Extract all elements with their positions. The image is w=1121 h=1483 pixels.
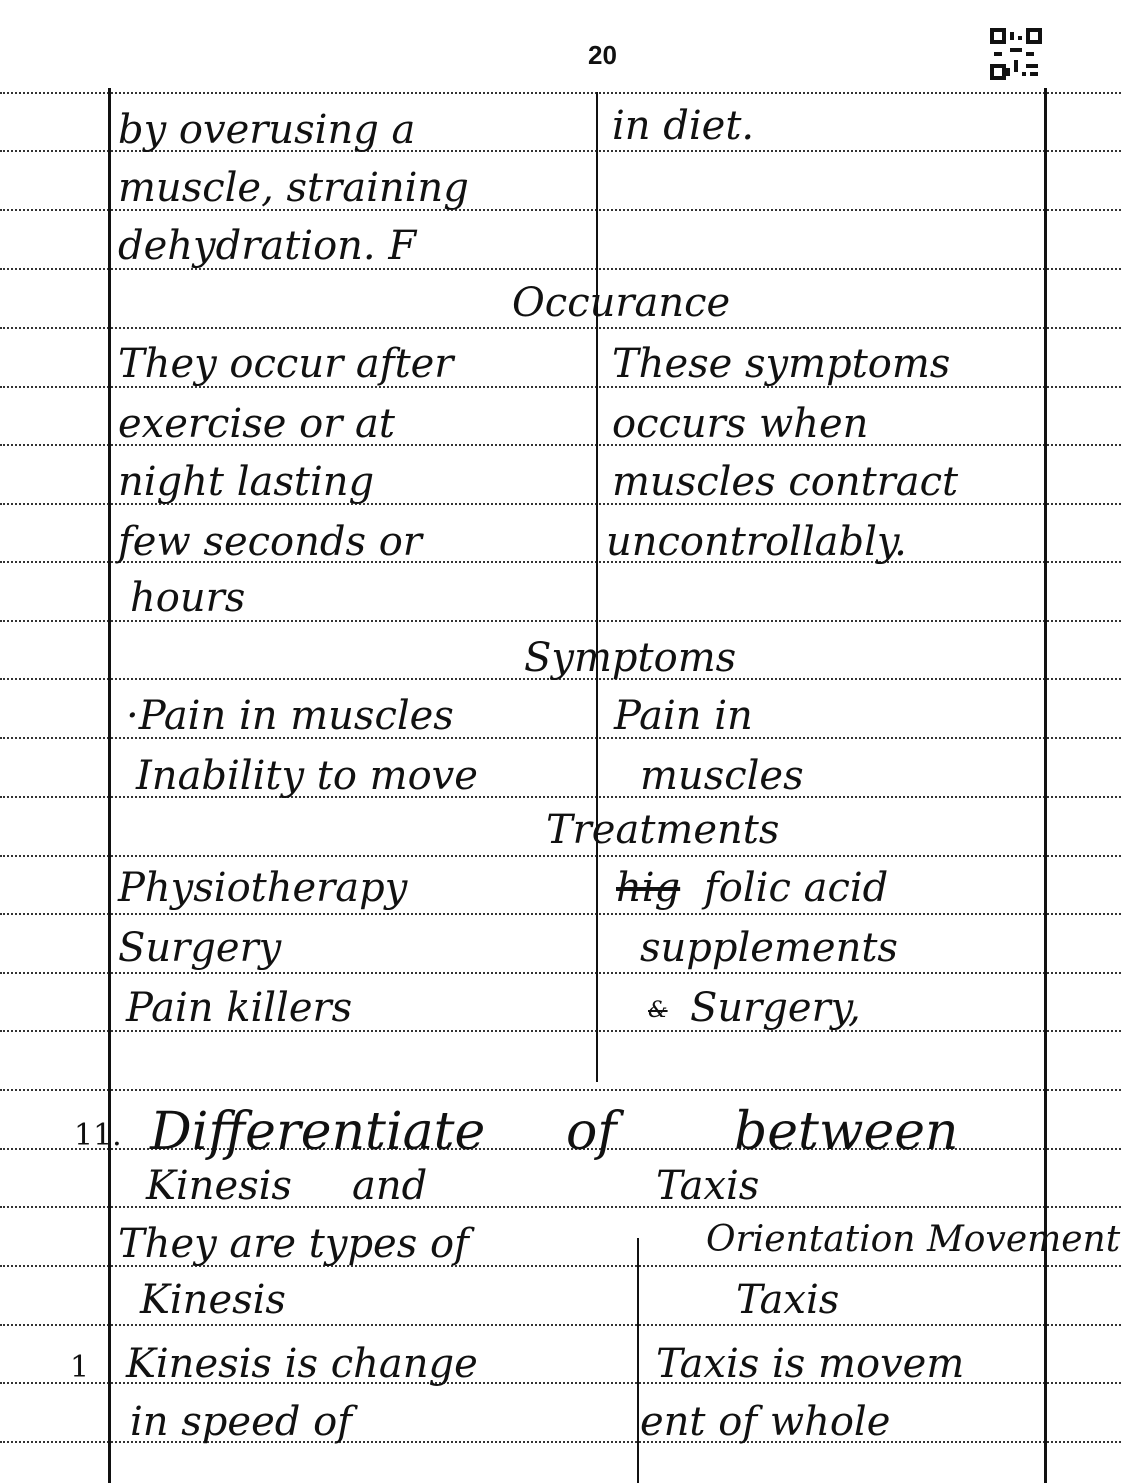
left-occurrence-line-2: exercise or at: [118, 401, 395, 447]
left-cause-line-3: dehydration. F: [118, 223, 417, 269]
right-occurrence-line-1: These symptoms: [612, 341, 951, 387]
column-divider: [596, 92, 598, 1082]
right-occurrence-line-2: occurs when: [612, 401, 869, 447]
left-occurrence-line-3: night lasting: [118, 459, 375, 505]
heading-treatment: Treatments: [546, 807, 780, 853]
right-symptoms-line-1: Pain in: [614, 693, 753, 739]
ruled-line: [0, 327, 1121, 329]
answer-left-intro: They are types of: [118, 1221, 469, 1267]
column-divider-lower: [637, 1238, 639, 1483]
left-occurrence-line-5: hours: [130, 575, 246, 621]
page-number: 20: [588, 40, 617, 70]
right-occurrence-line-4: uncontrollably.: [606, 519, 907, 565]
answer-point-marker: 1: [70, 1350, 90, 1385]
answer-right-line-2: ent of whole: [640, 1399, 891, 1445]
right-treatment-struck-mark: &: [648, 998, 668, 1023]
question-word-taxis: Taxis: [656, 1163, 760, 1209]
answer-left-line-1: Kinesis is change: [126, 1341, 478, 1387]
left-occurrence-line-1: They occur after: [118, 341, 454, 387]
left-symptoms-line-1: ·Pain in muscles: [126, 693, 454, 739]
left-cause-line-1: by overusing a: [118, 107, 416, 153]
question-word-and: and: [352, 1163, 428, 1209]
heading-occurrence: Occurance: [512, 280, 731, 326]
right-margin-line: [1044, 88, 1047, 1483]
answer-right-heading: Taxis: [736, 1277, 840, 1323]
right-symptoms-line-2: muscles: [640, 753, 804, 799]
question-word-kinesis: Kinesis: [146, 1163, 292, 1209]
ruled-line: [0, 972, 1121, 974]
ruled-line: [0, 855, 1121, 857]
heading-symptoms: Symptoms: [524, 635, 737, 681]
answer-left-line-2: in speed of: [130, 1399, 352, 1445]
qr-code: [990, 28, 1042, 80]
question-word-differentiate: Differentiate: [150, 1102, 486, 1162]
left-treatment-line-2: Surgery: [118, 925, 282, 971]
right-cause-line-1: in diet.: [612, 103, 755, 149]
ruled-line: [0, 1089, 1121, 1091]
right-treatment-line-1: folic acid: [704, 865, 889, 911]
ruled-line: [0, 1324, 1121, 1326]
ruled-line: [0, 913, 1121, 915]
answer-right-line-1: Taxis is movem: [656, 1341, 965, 1387]
answer-right-intro: Orientation Movement: [706, 1219, 1121, 1260]
left-occurrence-line-4: few seconds or: [118, 519, 422, 565]
ruled-line: [0, 92, 1121, 94]
right-treatment-line-3: Surgery,: [690, 985, 861, 1031]
left-treatment-line-3: Pain killers: [126, 985, 353, 1031]
left-treatment-line-1: Physiotherapy: [118, 865, 408, 911]
left-symptoms-line-2: Inability to move: [136, 753, 478, 799]
question-number: 11.: [74, 1118, 122, 1153]
right-occurrence-line-3: muscles contract: [612, 459, 959, 505]
right-treatment-struck-word: hig: [616, 865, 681, 911]
question-word-between: between: [734, 1102, 959, 1162]
left-margin-line: [108, 88, 111, 1483]
right-treatment-line-2: supplements: [640, 925, 898, 971]
answer-left-heading: Kinesis: [140, 1277, 286, 1323]
question-word-of: of: [566, 1102, 617, 1162]
left-cause-line-2: muscle, straining: [118, 165, 469, 211]
